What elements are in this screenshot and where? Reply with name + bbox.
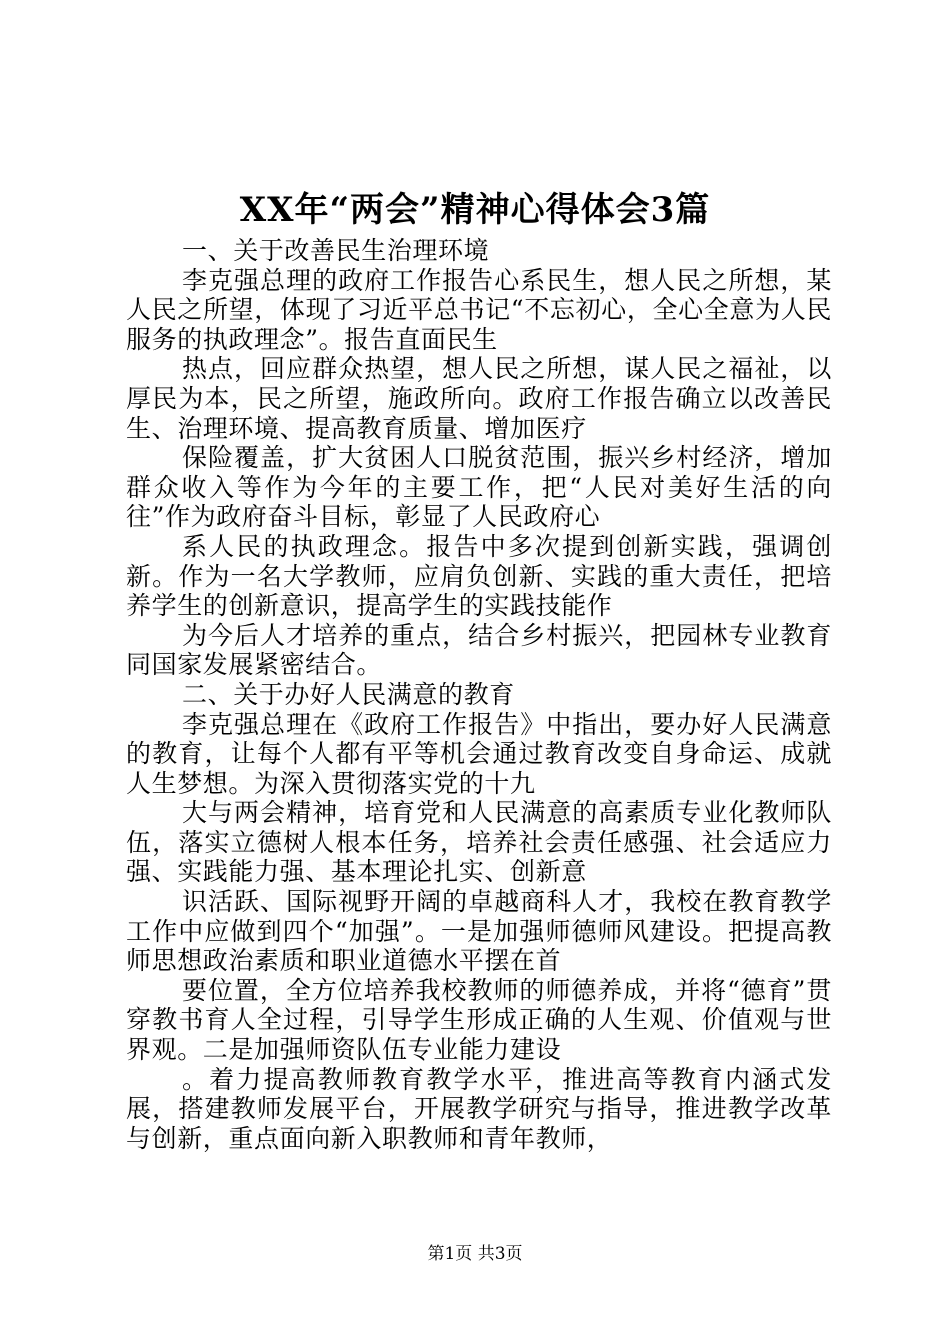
document-body bbox=[126, 236, 832, 1153]
paragraph: 李克强总理的政府工作报告心系民生，想人民之所想，某人民之所望，体现了习近平总书记“不忘初心，全心全意为人民服务的执政理念”。报告直面民生 bbox=[126, 265, 832, 354]
page-footer: 第1页 共3页 bbox=[427, 1244, 523, 1264]
paragraph: 热点，回应群众热望，想人民之所想，谋人民之福祉，以厚民为本，民之所望，施政所向。政府工作报告确立以改善民生、治理环境、提高教育质量、增加医疗 bbox=[126, 354, 832, 443]
document-title: XX年“两会”精神心得体会3篇 bbox=[239, 190, 711, 230]
paragraph: 要位置，全方位培养我校教师的师德养成，并将“德育”贯穿教书育人全过程，引导学生形成正确的人生观、价值观与世界观。二是加强师资队伍专业能力建设 bbox=[126, 975, 832, 1065]
paragraph: 李克强总理在《政府工作报告》中指出，要办好人民满意的教育，让每个人都有平等机会通过教育改变自身命运、成就人生梦想。为深入贯彻落实党的十九 bbox=[126, 709, 832, 798]
paragraph: 大与两会精神，培育党和人民满意的高素质专业化教师队伍，落实立德树人根本任务，培养社会责任感强、社会适应力强、实践能力强、基本理论扎实、创新意 bbox=[126, 798, 832, 887]
paragraph: 系人民的执政理念。报告中多次提到创新实践，强调创新。作为一名大学教师，应肩负创新、实践的重大责任，把培养学生的创新意识，提高学生的实践技能作 bbox=[126, 531, 832, 621]
paragraph: 保险覆盖，扩大贫困人口脱贫范围，振兴乡村经济，增加群众收入等作为今年的主要工作，把“人民对美好生活的向往”作为政府奋斗目标，彰显了人民政府心 bbox=[126, 443, 832, 532]
paragraph: 为今后人才培养的重点，结合乡村振兴，把园林专业教育同国家发展紧密结合。 bbox=[126, 620, 832, 680]
paragraph: 识活跃、国际视野开阔的卓越商科人才，我校在教育教学工作中应做到四个“加强”。一是加强师德师风建设。把提高教师思想政治素质和职业道德水平摆在首 bbox=[126, 887, 832, 976]
section-heading: 一、关于改善民生治理环境 bbox=[182, 236, 490, 265]
section-heading: 二、关于办好人民满意的教育 bbox=[182, 679, 515, 709]
paragraph: 。着力提高教师教育教学水平，推进高等教育内涵式发展，搭建教师发展平台，开展教学研究与指导，推进教学改革与创新，重点面向新入职教师和青年教师， bbox=[126, 1064, 832, 1153]
